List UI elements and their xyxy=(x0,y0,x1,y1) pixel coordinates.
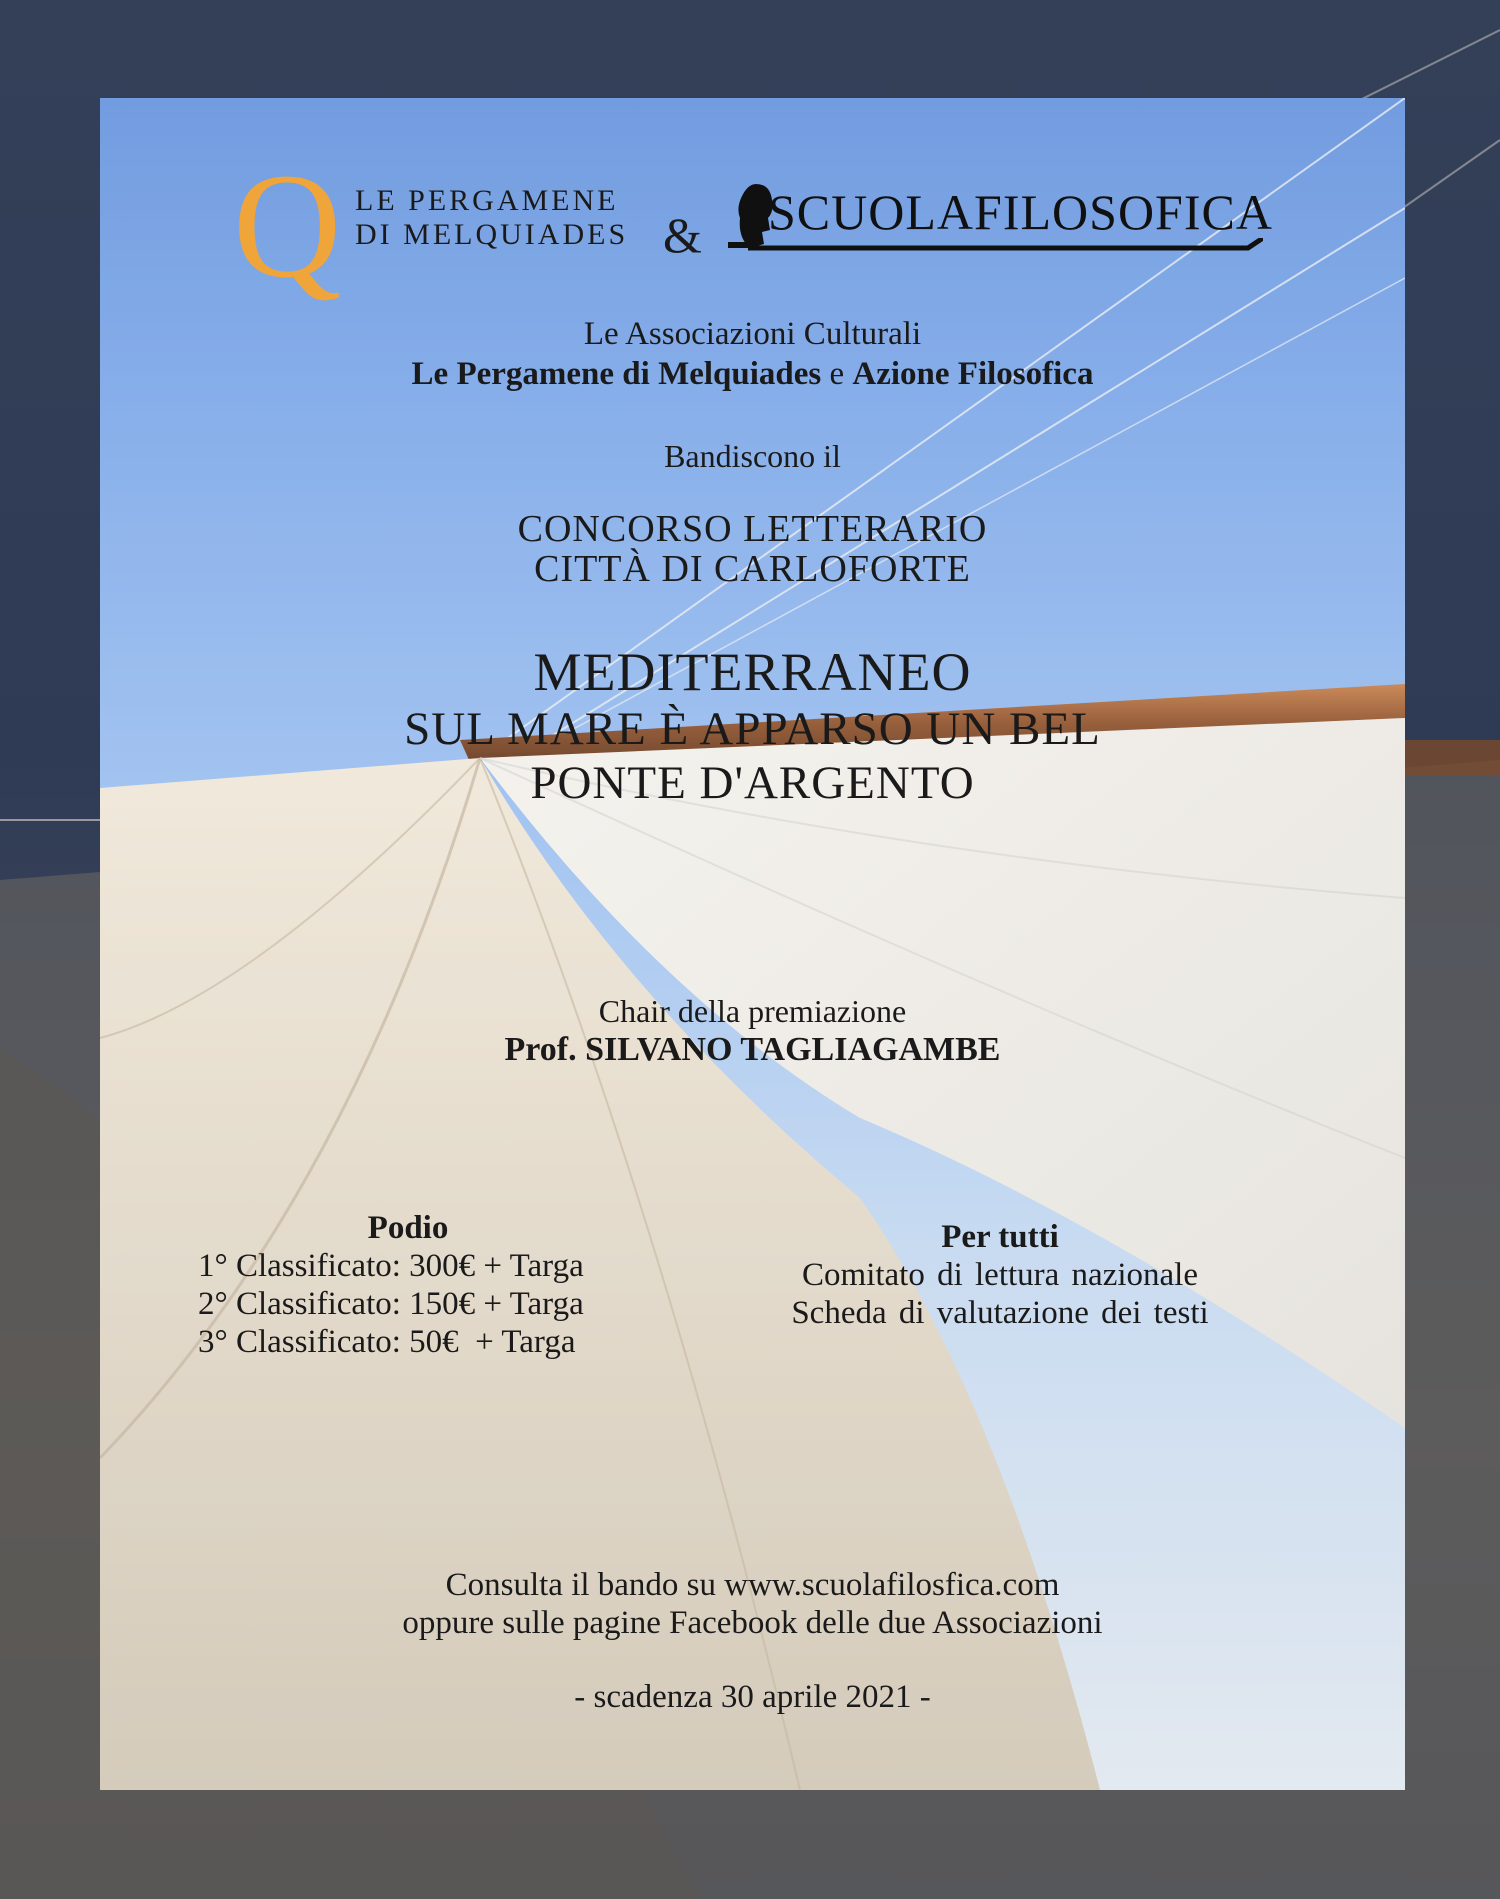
associations-intro: Le Associazioni Culturali xyxy=(583,316,922,352)
per-tutti-title: Per tutti xyxy=(941,1219,1059,1255)
association-1: Le Pergamene di Melquiades xyxy=(411,356,822,392)
poster-content xyxy=(100,98,1405,1790)
contest-subtitle-line1: SUL MARE È APPARSO UN BEL xyxy=(404,703,1101,755)
concorso-line1: CONCORSO LETTERARIO xyxy=(517,508,988,550)
podium-row-2: 2° Classificato: 150€ + Targa xyxy=(198,1286,584,1322)
per-tutti-row-1: Comitato di lettura nazionale xyxy=(802,1257,1198,1293)
ampersand: & xyxy=(663,207,702,263)
per-tutti-row-2: Scheda di valutazione dei testi xyxy=(791,1295,1209,1331)
podium-title: Podio xyxy=(367,1210,449,1246)
chair-label: Chair della premiazione xyxy=(598,993,907,1029)
per-tutti-section xyxy=(720,1218,1280,1332)
scuola-filosofica-text: SCUOLAFILOSOFICA xyxy=(768,184,1273,240)
association-2: Azione Filosofica xyxy=(852,356,1094,392)
logo-underline xyxy=(748,238,1263,254)
podium-row-3: 3° Classificato: 50€ + Targa xyxy=(198,1324,576,1360)
pergamene-q-logo: Q xyxy=(233,143,342,309)
contest-title: MEDITERRANEO xyxy=(533,642,972,702)
consulta-line2: oppure sulle pagine Facebook delle due Associazioni xyxy=(402,1605,1103,1641)
concorso-line2: CITTÀ DI CARLOFORTE xyxy=(534,548,971,590)
pergamene-logo-line2: DI MELQUIADES xyxy=(355,218,629,251)
consulta-line1: Consulta il bando su www.scuolafilosfica.com xyxy=(445,1567,1060,1603)
podium-section xyxy=(198,1209,698,1361)
bandiscono-text: Bandiscono il xyxy=(664,438,841,474)
conjunction: e xyxy=(829,356,845,392)
scuola-filosofica-logo xyxy=(728,178,1273,258)
pergamene-logo-text xyxy=(355,184,628,252)
chair-name: Prof. SILVANO TAGLIAGAMBE xyxy=(504,1031,1001,1068)
contest-subtitle-line2: PONTE D'ARGENTO xyxy=(530,757,975,809)
poster xyxy=(100,98,1405,1790)
associations-names xyxy=(100,354,1405,394)
pergamene-logo-line1: LE PERGAMENE xyxy=(355,184,619,217)
deadline-text: - scadenza 30 aprile 2021 - xyxy=(574,1679,931,1715)
podium-row-1: 1° Classificato: 300€ + Targa xyxy=(198,1248,584,1284)
